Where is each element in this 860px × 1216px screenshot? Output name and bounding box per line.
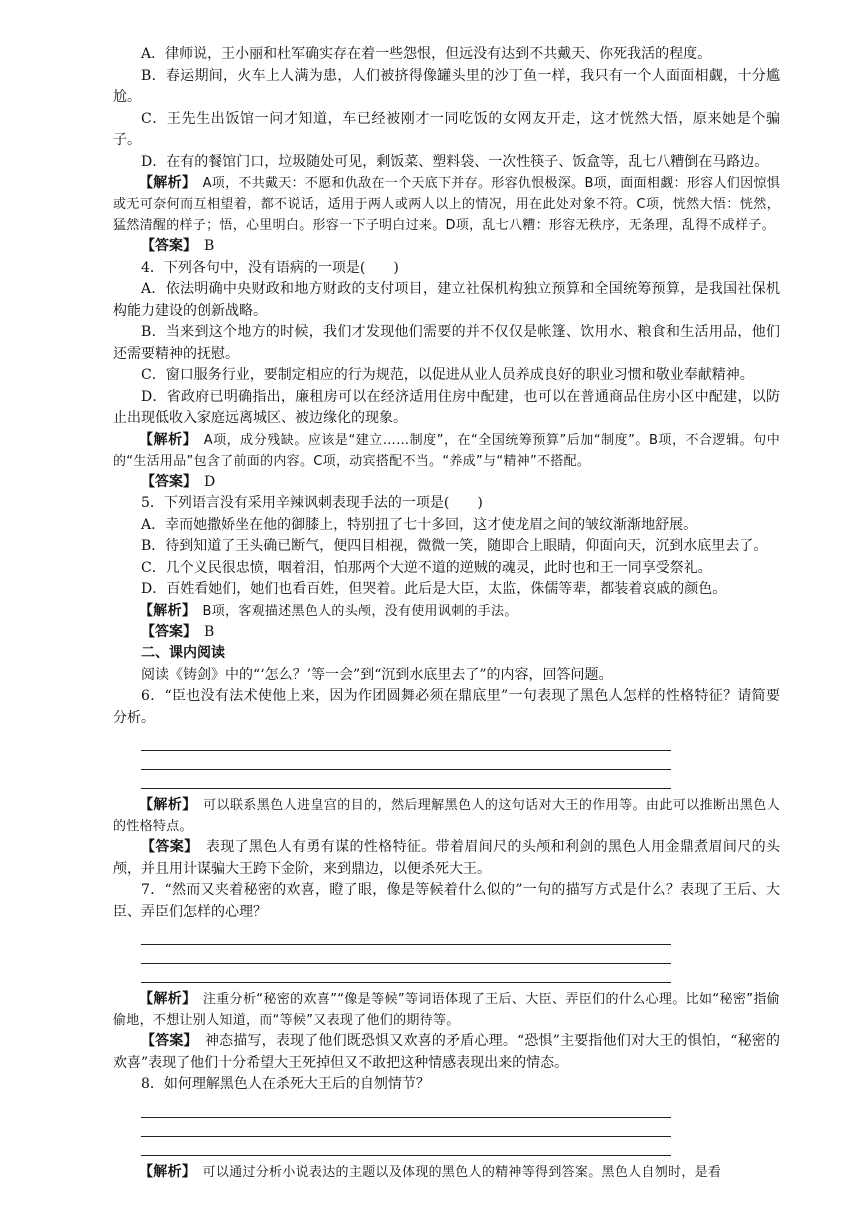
answer-label: 【答案】 xyxy=(141,839,192,855)
answer-line[interactable] xyxy=(141,1099,671,1118)
q7-stem: 7．“然而又夹着秘密的欢喜，瞪了眼，像是等候着什么似的”一句的描写方式是什么？表现了王后、大臣、弄臣们怎样的心理？ xyxy=(113,882,780,920)
analysis-label: 【解析】 xyxy=(139,602,190,619)
answer-line[interactable] xyxy=(141,1137,671,1156)
q5-option-c: C．几个义民很忠愤，咽着泪，怕那两个大逆不道的逆贼的魂灵，此时也和王一同享受祭礼。 xyxy=(141,559,712,576)
q6-answer-lines[interactable] xyxy=(141,732,780,789)
answer-line[interactable] xyxy=(141,1118,671,1137)
answer-label: 【答案】 xyxy=(141,473,190,490)
q4-answer: 【答案】 D xyxy=(141,473,216,490)
answer-line[interactable] xyxy=(141,770,671,789)
answer-line[interactable] xyxy=(141,964,671,983)
answer-line[interactable] xyxy=(141,926,671,945)
analysis-label: 【解析】 xyxy=(139,431,191,448)
q4-option-a: A．依法明确中央财政和地方财政的支付项目，建立社保机构独立预算和全国统筹预算，是我国社保机构能力建设的创新战略。 xyxy=(113,281,780,319)
q6-answer: 【答案】 表现了黑色人有勇有谋的性格特征。带着眉间尺的头颅和利剑的黑色人用金鼎煮眉间尺的头颅，并且用计谋骗大王跨下金阶，来到鼎边，以便杀死大王。 xyxy=(113,839,781,877)
section-intro: 阅读《铸剑》中的“‘怎么？’等一会”到“沉到水底里去了”的内容，回答问题。 xyxy=(141,666,613,683)
answer-line[interactable] xyxy=(141,732,671,751)
q8-analysis: 【解析】 可以通过分析小说表达的主题以及体现的黑色人的精神等得到答案。黑色人自刎时，是看 xyxy=(139,1163,722,1180)
answer-label: 【答案】 xyxy=(141,623,190,640)
q3-option-b: B．春运期间，火车上人满为患，人们被挤得像罐头里的沙丁鱼一样，我只有一个人面面相觑，十分尴尬。 xyxy=(113,67,780,105)
answer-label: 【答案】 xyxy=(141,1033,191,1049)
q4-option-b: B．当来到这个地方的时候，我们才发现他们需要的并不仅仅是帐篷、饮用水、粮食和生活用品，他们还需要精神的抚慰。 xyxy=(113,324,780,362)
q5-answer: 【答案】 B xyxy=(141,623,215,640)
answer-label: 【答案】 xyxy=(141,238,190,254)
q3-option-c: C．王先生出饭馆一问才知道，车已经被刚才一同吃饭的女网友开走，这才恍然大悟，原来她是个骗子。 xyxy=(113,110,780,148)
q7-analysis: 【解析】 注重分析“秘密的欢喜”“像是等候”等词语体现了王后、大臣、弄臣们的什么心理。比如“秘密”指偷偷地，不想让别人知道，而“等候”又表现了他们的期待等。 xyxy=(113,991,780,1028)
section-heading: 二、课内阅读 xyxy=(141,645,225,661)
answer-line[interactable] xyxy=(141,751,671,770)
q4-analysis: 【解析】 A项，成分残缺。应该是“建立……制度”，在“全国统筹预算”后加“制度”。B项，不合逻辑。句中的“生活用品”包含了前面的内容。C项，动宾搭配不当。“养成”与“精神”不搭配。 xyxy=(113,431,780,469)
q7-answer: 【答案】 神态描写，表现了他们既恐惧又欢喜的矛盾心理。“恐惧”主要指他们对大王的惧怕，“秘密的欢喜”表现了他们十分希望大王死掉但又不敢把这种情感表现出来的情态。 xyxy=(113,1033,780,1071)
q5-option-a: A．幸而她撒娇坐在他的御膝上，特别扭了七十多回，这才使龙眉之间的皱纹渐渐地舒展。 xyxy=(141,516,698,533)
analysis-label: 【解析】 xyxy=(139,991,190,1007)
analysis-label: 【解析】 xyxy=(139,1163,190,1180)
q3-option-d: D．在有的餐馆门口，垃圾随处可见，剩饭菜、塑料袋、一次性筷子、饭盒等，乱七八糟倒在马路边。 xyxy=(141,153,769,170)
q3-analysis: 【解析】 A项，不共戴天：不愿和仇敌在一个天底下并存。形容仇恨极深。B项，面面相觑：形容人们因惊惧或无可奈何而互相望着，都不说话，适用于两人或两人以上的情况，用在此处对象不符。C项，恍然大悟：恍然，猛然清醒的样子；悟，心里明白。形容一下子明白过来。D项，乱七八糟：形容无秩序，无条理，乱得不成样子。 xyxy=(113,175,780,233)
q6-stem: 6．“臣也没有法术使他上来，因为作团圆舞必须在鼎底里”一句表现了黑色人怎样的性格特征？请简要分析。 xyxy=(113,688,780,726)
q6-analysis: 【解析】 可以联系黑色人进皇宫的目的，然后理解黑色人的这句话对大王的作用等。由此可以推断出黑色人的性格特点。 xyxy=(113,797,780,834)
q8-stem: 8．如何理解黑色人在杀死大王后的自刎情节？ xyxy=(141,1076,430,1092)
q4-stem: 4．下列各句中，没有语病的一项是( ) xyxy=(141,259,399,276)
q8-answer-lines[interactable] xyxy=(141,1099,780,1156)
q3-answer: 【答案】 B xyxy=(141,238,215,254)
q5-option-d: D．百姓看她们，她们也看百姓，但哭着。此后是大臣，太监，侏儒等辈，都装着哀戚的颜色。 xyxy=(141,581,727,597)
answer-line[interactable] xyxy=(141,945,671,964)
analysis-label: 【解析】 xyxy=(139,797,190,813)
q4-option-d: D．省政府已明确指出，廉租房可以在经济适用住房中配建，也可以在普通商品住房小区中配建，以防止出现低收入家庭远离城区、被边缘化的现象。 xyxy=(113,388,780,426)
q5-stem: 5．下列语言没有采用辛辣讽刺表现手法的一项是( ) xyxy=(141,495,483,511)
q3-option-a: A．律师说，王小丽和杜军确实存在着一些怨恨，但远没有达到不共戴天、你死我活的程度。 xyxy=(141,46,712,62)
q4-option-c: C．窗口服务行业，要制定相应的行为规范，以促进从业人员养成良好的职业习惯和敬业奉献精神。 xyxy=(141,367,754,383)
q5-option-b: B．待到知道了王头确已断气，便四目相视，微微一笑，随即合上眼睛，仰面向天，沉到水底里去了。 xyxy=(141,538,768,554)
q5-analysis: 【解析】 B项，客观描述黑色人的头颅，没有使用讽刺的手法。 xyxy=(139,602,518,619)
q7-answer-lines[interactable] xyxy=(141,926,780,983)
analysis-label: 【解析】 xyxy=(139,175,190,191)
